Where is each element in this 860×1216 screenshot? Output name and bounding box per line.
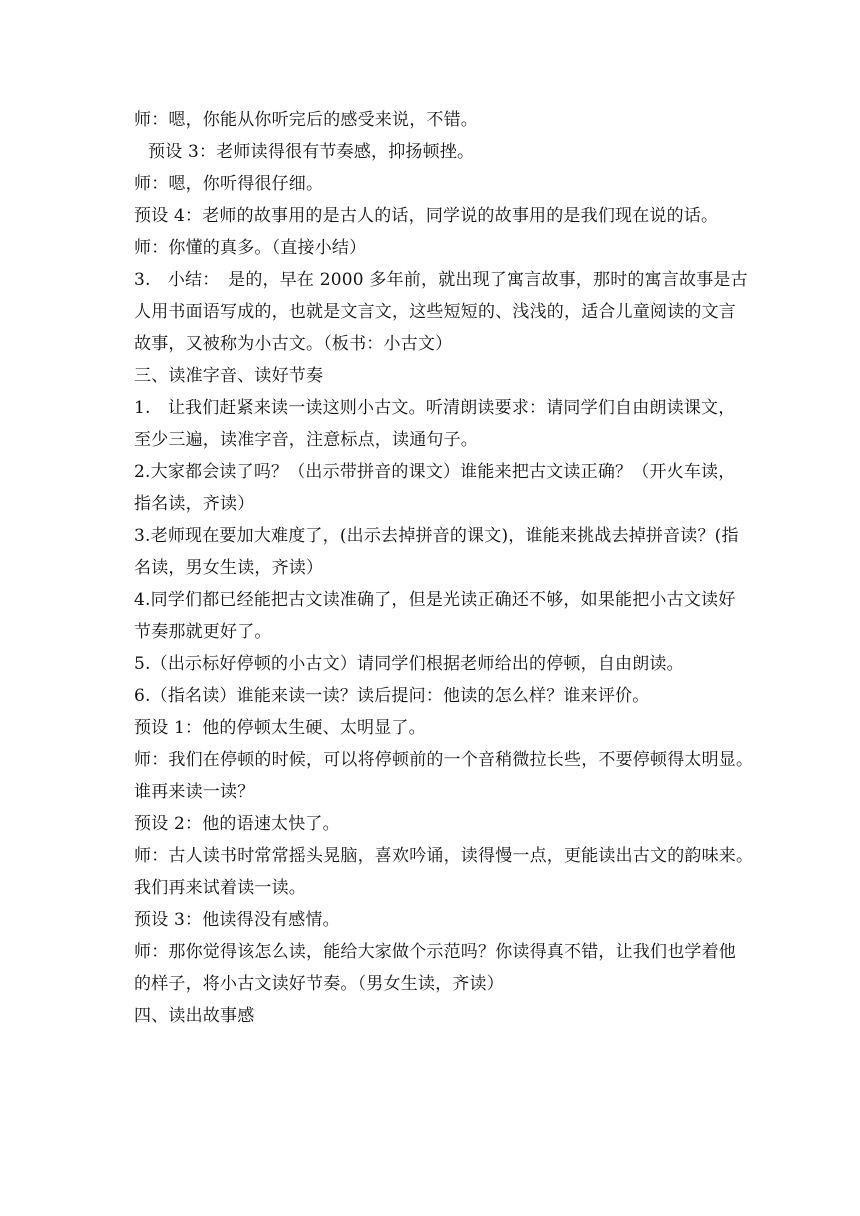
text-line: 2.大家都会读了吗？（出示带拼音的课文）谁能来把古文读正确？（开火车读， [134, 462, 736, 482]
text-line: 师：那你觉得该怎么读，能给大家做个示范吗？你读得真不错，让我们也学着他 [134, 942, 736, 962]
text-line: 指名读，齐读） [134, 494, 255, 514]
text-line: 至少三遍，读准字音，注意标点，读通句子。 [134, 430, 478, 450]
text-line: 故事，又被称为小古文。（板书：小古文） [134, 334, 453, 354]
text-line: 谁再来读一读？ [134, 782, 255, 802]
section-heading: 四、读出故事感 [134, 1006, 255, 1026]
text-line: 5.（出示标好停顿的小古文）请同学们根据老师给出的停顿，自由朗读。 [134, 654, 684, 674]
text-line: 师：嗯，你能从你听完后的感受来说，不错。 [134, 110, 478, 130]
text-line: 我们再来试着读一读。 [134, 878, 306, 898]
text-line: 4.同学们都已经能把古文读准确了，但是光读正确还不够，如果能把小古文读好 [134, 590, 736, 610]
text-line: 节奏那就更好了。 [134, 622, 272, 642]
text-line: 预设 4：老师的故事用的是古人的话，同学说的故事用的是我们现在说的话。 [134, 206, 719, 226]
text-line: 师：我们在停顿的时候，可以将停顿前的一个音稍微拉长些，不要停顿得太明显。 [134, 750, 754, 770]
text-line: 预设 1：他的停顿太生硬、太明显了。 [134, 718, 426, 738]
text-line: 师：古人读书时常常摇头晃脑，喜欢吟诵，读得慢一点，更能读出古文的韵味来。 [134, 846, 754, 866]
text-line: 师：你懂的真多。（直接小结） [134, 238, 367, 258]
text-line: 3.老师现在要加大难度了，(出示去掉拼音的课文)，谁能来挑战去掉拼音读？(指 [134, 526, 739, 546]
text-line: 的样子，将小古文读好节奏。（男女生读，齐读） [134, 974, 504, 994]
text-line: 师：嗯，你听得很仔细。 [134, 174, 324, 194]
text-line: 名读，男女生读，齐读） [134, 558, 324, 578]
section-heading: 三、读准字音、读好节奏 [134, 366, 324, 386]
text-line: 预设 2：他的语速太快了。 [134, 814, 340, 834]
text-line: 人用书面语写成的，也就是文言文，这些短短的、浅浅的，适合儿童阅读的文言 [134, 302, 736, 322]
text-line: 3. 小结： 是的，早在 2000 多年前，就出现了寓言故事，那时的寓言故事是古 [134, 270, 748, 290]
text-line: 预设 3：老师读得很有节奏感，抑扬顿挫。 [148, 142, 475, 162]
text-line: 预设 3：他读得没有感情。 [134, 910, 340, 930]
text-line: 6.（指名读）谁能来读一读？读后提问：他读的怎么样？谁来评价。 [134, 686, 650, 706]
text-line: 1. 让我们赶紧来读一读这则小古文。听清朗读要求：请同学们自由朗读课文， [134, 398, 736, 418]
